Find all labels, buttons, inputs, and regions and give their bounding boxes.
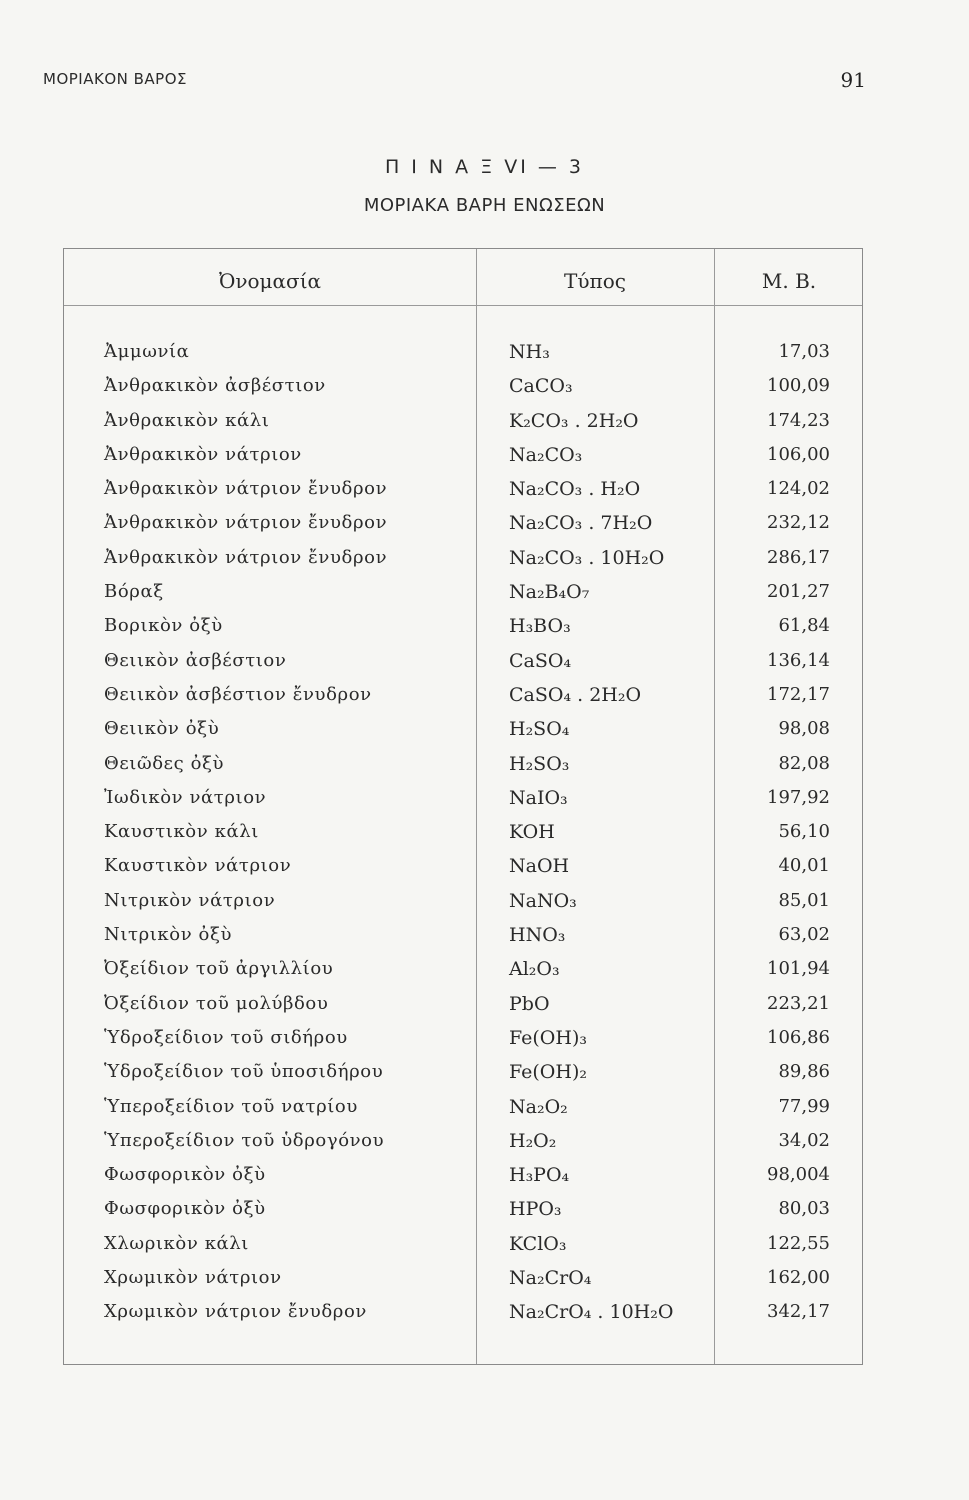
compound-name: Θειικὸν ἀσβέστιον (104, 649, 287, 671)
molecular-weight: 106,00 (767, 443, 830, 465)
molecular-weight: 34,02 (778, 1129, 830, 1151)
compound-formula: Na₂CO₃ . 10H₂O (509, 546, 665, 569)
table-row (64, 993, 864, 1027)
compound-formula: H₂O₂ (509, 1129, 557, 1152)
table-title: Π Ι Ν Α Ξ VI — 3 (384, 156, 585, 178)
compound-formula: NH₃ (509, 341, 550, 363)
molecular-weight: 77,99 (778, 1095, 830, 1117)
compound-name: Βορικὸν ὀξὺ (104, 615, 223, 637)
table-row (64, 753, 864, 787)
molecular-weight: 80,03 (778, 1198, 830, 1220)
molecular-weight: 162,00 (767, 1267, 830, 1289)
compound-formula: CaCO₃ (509, 375, 573, 398)
table-row (64, 478, 864, 512)
table-row (64, 375, 864, 409)
compound-formula: Na₂CO₃ . H₂O (509, 478, 641, 501)
molecular-weight: 56,10 (778, 821, 830, 843)
table-row (64, 512, 864, 546)
molecular-weight: 172,17 (767, 683, 830, 705)
compound-formula: Fe(OH)₃ (509, 1026, 587, 1049)
compound-formula: KClO₃ (509, 1232, 567, 1255)
header-molecular-weight: Μ. Β. (761, 269, 817, 293)
table-row (64, 958, 864, 992)
table-row (64, 787, 864, 821)
compound-formula: Na₂B₄O₇ (509, 581, 590, 604)
compound-formula: NaOH (509, 855, 570, 878)
compound-formula: Na₂CrO₄ (509, 1267, 592, 1290)
compound-name: Ἀνθρακικὸν ἀσβέστιον (104, 375, 326, 397)
compound-name: Χρωμικὸν νάτριον (104, 1267, 282, 1289)
table-subtitle: ΜΟΡΙΑΚΑ ΒΑΡΗ ΕΝΩΣΕΩΝ (363, 195, 606, 216)
molecular-weight: 232,12 (767, 512, 830, 534)
compound-name: Χλωρικὸν κάλι (104, 1232, 249, 1254)
molecular-weight: 197,92 (767, 786, 830, 808)
table-row (64, 1301, 864, 1335)
compound-name: Βόραξ (104, 581, 164, 603)
compound-name: Ὀξείδιον τοῦ ἀργιλλίου (104, 958, 334, 980)
molecular-weight: 61,84 (778, 615, 830, 637)
compound-formula: Na₂CO₃ (509, 443, 583, 466)
compound-formula: Na₂CO₃ . 7H₂O (509, 512, 653, 535)
table-row (64, 410, 864, 444)
table-row (64, 341, 864, 375)
table-row (64, 615, 864, 649)
compound-formula: NaIO₃ (509, 786, 568, 809)
molecular-weight: 286,17 (767, 546, 830, 568)
compound-name: Θειῶδες ὀξὺ (104, 752, 225, 774)
compound-name: Νιτρικὸν ὀξὺ (104, 924, 233, 946)
compound-name: Φωσφορικὸν ὀξὺ (104, 1164, 266, 1186)
running-head: ΜΟΡΙΑΚΟΝ ΒΑΡΟΣ (43, 70, 187, 88)
compound-name: Ἀνθρακικὸν κάλι (104, 409, 270, 431)
compound-formula: Al₂O₃ (509, 958, 560, 981)
table-row (64, 650, 864, 684)
molecular-weights-table (63, 248, 863, 1365)
table-row (64, 1096, 864, 1130)
compound-formula: H₃PO₄ (509, 1164, 570, 1187)
molecular-weight: 101,94 (767, 958, 830, 980)
compound-name: Ὑπεροξείδιον τοῦ ὑδρογόνου (104, 1129, 385, 1151)
compound-name: Φωσφορικὸν ὀξὺ (104, 1198, 266, 1220)
table-row (64, 1027, 864, 1061)
table-row (64, 924, 864, 958)
header-name: Ὀνομασία (218, 269, 322, 293)
compound-formula: NaNO₃ (509, 889, 577, 912)
molecular-weight: 98,004 (767, 1164, 830, 1186)
compound-name: Ἰωδικὸν νάτριον (104, 786, 267, 808)
compound-name: Καυστικὸν νάτριον (104, 855, 292, 877)
compound-formula: H₃BO₃ (509, 615, 571, 638)
table-row (64, 855, 864, 889)
compound-formula: CaSO₄ (509, 649, 572, 672)
header-divider (64, 305, 862, 306)
compound-name: Θειικὸν ὀξὺ (104, 718, 220, 740)
compound-name: Νιτρικὸν νάτριον (104, 889, 276, 911)
compound-formula: H₂SO₄ (509, 718, 570, 741)
compound-name: Ὑδροξείδιον τοῦ σιδήρου (104, 1026, 348, 1048)
compound-formula: CaSO₄ . 2H₂O (509, 683, 642, 706)
table-row (64, 718, 864, 752)
table-row (64, 1130, 864, 1164)
molecular-weight: 100,09 (767, 375, 830, 397)
compound-name: Ἀνθρακικὸν νάτριον ἔνυδρον (104, 546, 388, 568)
compound-name: Ἀνθρακικὸν νάτριον ἔνυδρον (104, 478, 388, 500)
molecular-weight: 106,86 (767, 1026, 830, 1048)
molecular-weight: 136,14 (767, 649, 830, 671)
compound-formula: HPO₃ (509, 1198, 562, 1221)
molecular-weight: 122,55 (767, 1232, 830, 1254)
molecular-weight: 63,02 (778, 924, 830, 946)
compound-formula: KOH (509, 821, 555, 844)
table-body (64, 341, 864, 1336)
table-row (64, 1198, 864, 1232)
table-row (64, 444, 864, 478)
header-formula: Τύπος (564, 269, 626, 293)
molecular-weight: 82,08 (778, 752, 830, 774)
table-row (64, 821, 864, 855)
table-row (64, 1061, 864, 1095)
molecular-weight: 174,23 (767, 409, 830, 431)
compound-formula: Na₂CrO₄ . 10H₂O (509, 1301, 674, 1324)
molecular-weight: 85,01 (778, 889, 830, 911)
table-row (64, 1267, 864, 1301)
compound-formula: Na₂O₂ (509, 1095, 568, 1118)
compound-name: Ἀνθρακικὸν νάτριον ἔνυδρον (104, 512, 388, 534)
table-row (64, 547, 864, 581)
compound-name: Ὑδροξείδιον τοῦ ὑποσιδήρου (104, 1061, 384, 1083)
molecular-weight: 89,86 (778, 1061, 830, 1083)
compound-name: Ὑπεροξείδιον τοῦ νατρίου (104, 1095, 358, 1117)
molecular-weight: 223,21 (767, 992, 830, 1014)
page-number: 91 (840, 68, 866, 92)
compound-name: Ἀμμωνία (104, 341, 190, 362)
table-row (64, 1164, 864, 1198)
molecular-weight: 40,01 (778, 855, 830, 877)
molecular-weight: 17,03 (778, 341, 830, 362)
table-row (64, 890, 864, 924)
compound-name: Καυστικὸν κάλι (104, 821, 259, 843)
compound-name: Ὀξείδιον τοῦ μολύβδου (104, 992, 329, 1014)
compound-name: Χρωμικὸν νάτριον ἔνυδρον (104, 1301, 367, 1323)
molecular-weight: 201,27 (767, 581, 830, 603)
table-row (64, 1233, 864, 1267)
compound-formula: K₂CO₃ . 2H₂O (509, 409, 639, 432)
compound-formula: Fe(OH)₂ (509, 1061, 587, 1084)
compound-formula: PbO (509, 992, 550, 1015)
compound-formula: HNO₃ (509, 924, 566, 947)
molecular-weight: 342,17 (767, 1301, 830, 1323)
compound-name: Ἀνθρακικὸν νάτριον (104, 443, 302, 465)
molecular-weight: 98,08 (778, 718, 830, 740)
table-row (64, 581, 864, 615)
compound-name: Θειικὸν ἀσβέστιον ἔνυδρον (104, 683, 372, 705)
compound-formula: H₂SO₃ (509, 752, 570, 775)
table-row (64, 684, 864, 718)
molecular-weight: 124,02 (767, 478, 830, 500)
